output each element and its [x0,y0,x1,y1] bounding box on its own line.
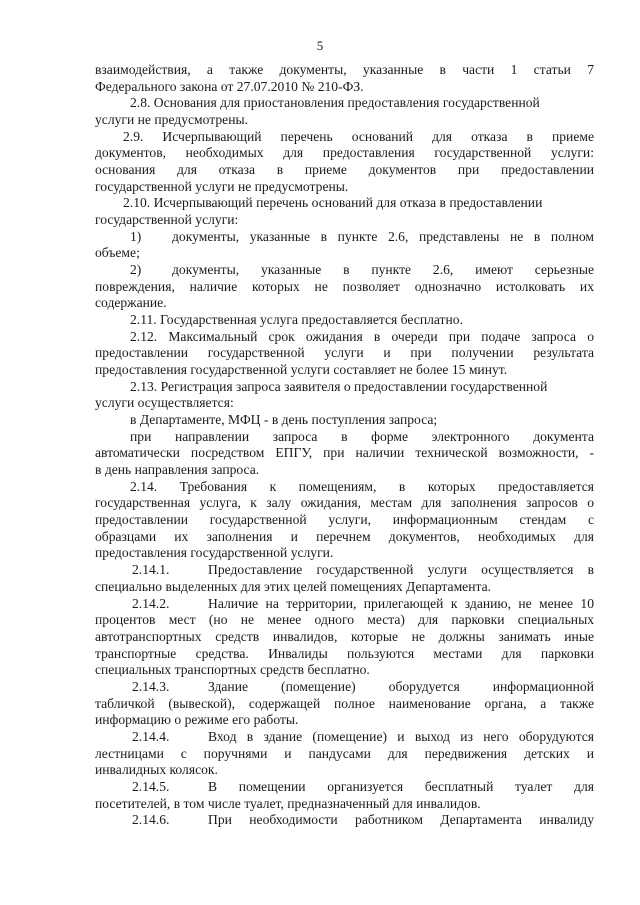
text-line: услуги не предусмотрены. [95,112,249,128]
text-line [95,679,594,696]
list-item-number: 2) [130,262,142,278]
text-line: при направлении запроса в форме электронного документа [130,428,594,444]
subsection-number: 2.14.2. [132,595,170,611]
line-text: Предоставление государственной услуги осуществляется в [208,562,594,578]
text-line: 2.14. Требования к помещениям, в которых предоставляется [130,478,594,494]
text-line [95,596,594,613]
list-item-number: 1) [130,228,142,244]
line-text: Вход в здание (помещение) и выход из него оборудуются [208,728,594,744]
subsection-number: 2.14.6. [132,812,170,828]
line-text: В помещении организуется бесплатный туалет для [208,778,594,794]
subsection-number: 2.14.5. [132,778,170,794]
text-line: в Департаменте, МФЦ - в день поступления запроса; [130,412,438,428]
subsection-number: 2.14.4. [132,728,170,744]
text-line: в день направления запроса. [95,462,260,478]
text-line: инвалидных колясок. [95,762,218,778]
text-line: процентов мест (но не менее одного места) для парковки специальных [95,612,594,628]
text-line: 2.8. Основания для приостановления предоставления государственной [130,95,540,111]
text-line: основания для отказа в приеме документов при предоставлении [95,162,594,178]
text-line [95,262,594,279]
text-line: Федерального закона от 27.07.2010 № 210-ФЗ. [95,78,364,94]
text-line [95,779,594,796]
text-line: государственной услуги: [95,212,239,228]
line-text: Здание (помещение) оборудуется информационной [208,678,594,694]
document-body [95,62,594,829]
line-text: Наличие на территории, прилегающей к зданию, не менее 10 [208,595,594,611]
text-line [95,812,594,829]
text-line: табличкой (вывеской), содержащей полное наименование органа, а также [95,695,594,711]
text-line: лестницами с поручнями и пандусами для передвижения детских и [95,745,594,761]
text-line: государственная услуга, к залу ожидания, местам для заполнения запросов о [95,495,594,511]
text-line: 2.11. Государственная услуга предоставляется бесплатно. [130,312,463,328]
text-line: посетителей, в том числе туалет, предназначенный для инвалидов. [95,795,481,811]
line-text: При необходимости работником Департамента инвалиду [208,812,594,828]
text-line: государственной услуги не предусмотрены. [95,178,349,194]
text-line: содержание. [95,295,167,311]
text-line: предоставлении государственной услуги и при получении результата [95,345,594,361]
subsection-number: 2.14.3. [132,678,170,694]
text-line: услуги осуществляется: [95,395,234,411]
text-line: специально выделенных для этих целей помещениях Департамента. [95,578,492,594]
text-line: предоставления государственной услуги составляет не более 15 минут. [95,362,508,378]
line-text: документы, указанные в пункте 2.6, представлены не в полном [172,228,594,244]
text-line: образцами их заполнения и перечнем документов, необходимых для [95,528,594,544]
text-line: 2.12. Максимальный срок ожидания в очереди при подаче запроса о [130,328,594,344]
text-line [95,562,594,579]
text-line: транспортные средства. Инвалиды пользуются местами для парковки [95,645,594,661]
text-line: автотранспортных средств инвалидов, которые не должны занимать иные [95,628,594,644]
text-line: 2.9. Исчерпывающий перечень оснований для отказа в приеме [123,128,594,144]
text-line: объеме; [95,245,140,261]
text-line: предоставления государственной услуги. [95,545,334,561]
text-line [95,229,594,246]
text-line: специальных транспортных средств бесплатно. [95,662,370,678]
text-line: информацию о режиме его работы. [95,712,299,728]
text-line [95,729,594,746]
text-line: предоставлении государственной услуги, информационным стендам с [95,512,594,528]
line-text: документы, указанные в пункте 2.6, имеют серьезные [172,262,594,278]
text-line: 2.13. Регистрация запроса заявителя о предоставлении государственной [130,378,548,394]
text-line: автоматически посредством ЕПГУ, при наличии технической возможности, - [95,445,594,461]
text-line: взаимодействия, а также документы, указанные в части 1 статьи 7 [95,62,594,77]
text-line: повреждения, наличие которых не позволяет однозначно истолковать их [95,278,594,294]
text-line: документов, необходимых для предоставления государственной услуги: [95,145,594,161]
subsection-number: 2.14.1. [132,562,170,578]
page-number: 5 [316,38,324,53]
text-line: 2.10. Исчерпывающий перечень оснований для отказа в предоставлении [123,195,543,211]
